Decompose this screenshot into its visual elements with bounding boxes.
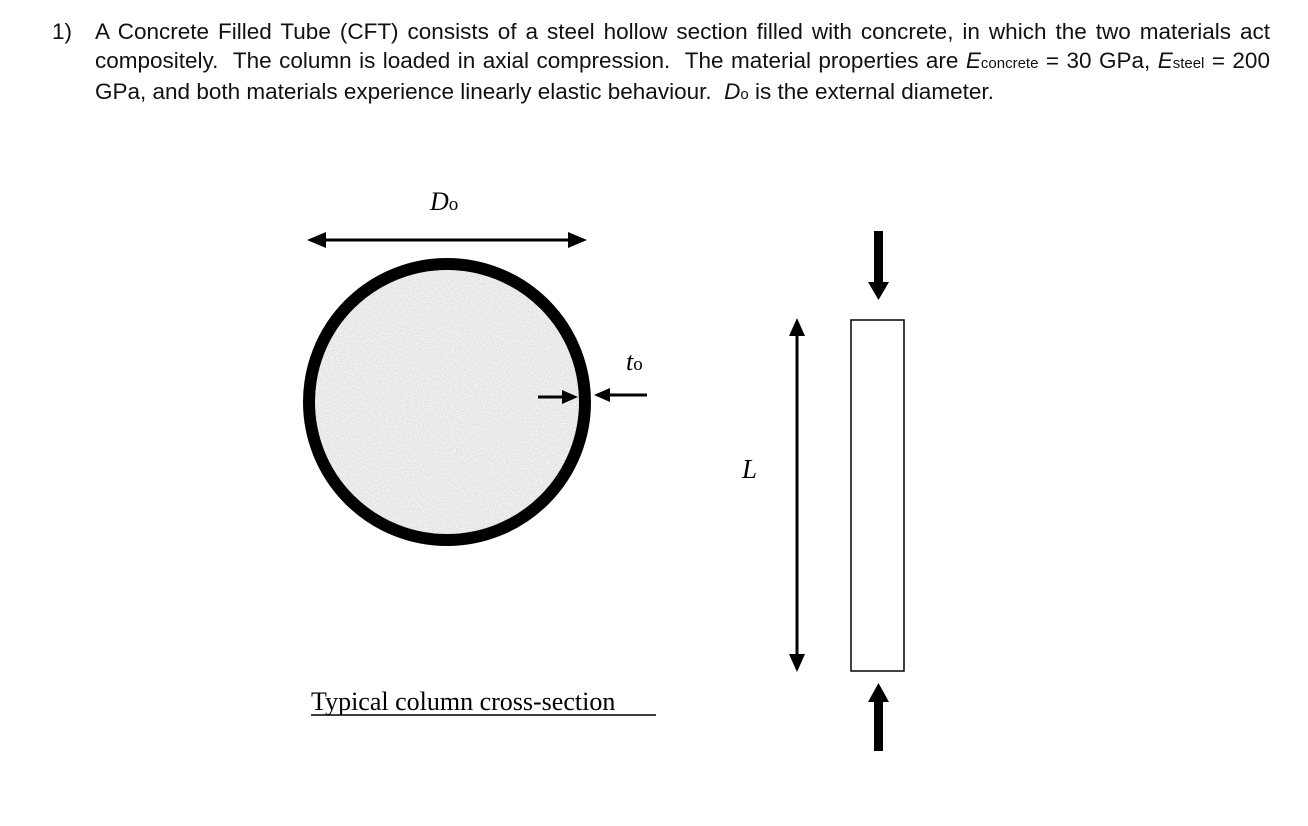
do-sub: o xyxy=(448,194,459,215)
l-dimension-arrow xyxy=(789,318,805,672)
to-main: t xyxy=(626,347,634,376)
to-label xyxy=(626,347,643,376)
l-label: L xyxy=(742,454,758,484)
figure-caption: Typical column cross-section xyxy=(311,687,616,716)
do-dimension-arrow xyxy=(307,232,587,248)
e-concrete-subscript: concrete xyxy=(980,54,1039,72)
d-subscript: o xyxy=(740,86,749,103)
d-text: is the external diameter. xyxy=(748,79,994,104)
e-steel-subscript: steel xyxy=(1172,54,1205,72)
sentence-3-lead: The material properties are xyxy=(684,47,959,73)
concrete-core xyxy=(300,255,600,555)
axial-load-arrow-top xyxy=(868,231,889,300)
sentence-1: A Concrete Filled Tube (CFT) consists of a steel hollow section filled with concrete, in which the two materials act compositely. xyxy=(95,19,1270,73)
sentence-2: The column is loaded in axial compression. xyxy=(232,47,671,73)
problem-number: 1) xyxy=(52,19,73,44)
do-label xyxy=(429,187,458,216)
column-elevation xyxy=(851,320,904,671)
cross-section xyxy=(300,255,600,555)
e-steel-value: = 200 GPa, and both materials experience linearly elastic behaviour. xyxy=(95,47,1270,104)
e-steel-symbol: E xyxy=(1157,47,1173,73)
d-symbol: D xyxy=(724,79,741,104)
e-concrete-value: = 30 GPa, xyxy=(1038,47,1151,73)
to-sub: o xyxy=(633,354,643,375)
axial-load-arrow-bottom xyxy=(868,683,889,751)
e-concrete-symbol: E xyxy=(965,47,981,73)
do-main: D xyxy=(430,187,449,216)
